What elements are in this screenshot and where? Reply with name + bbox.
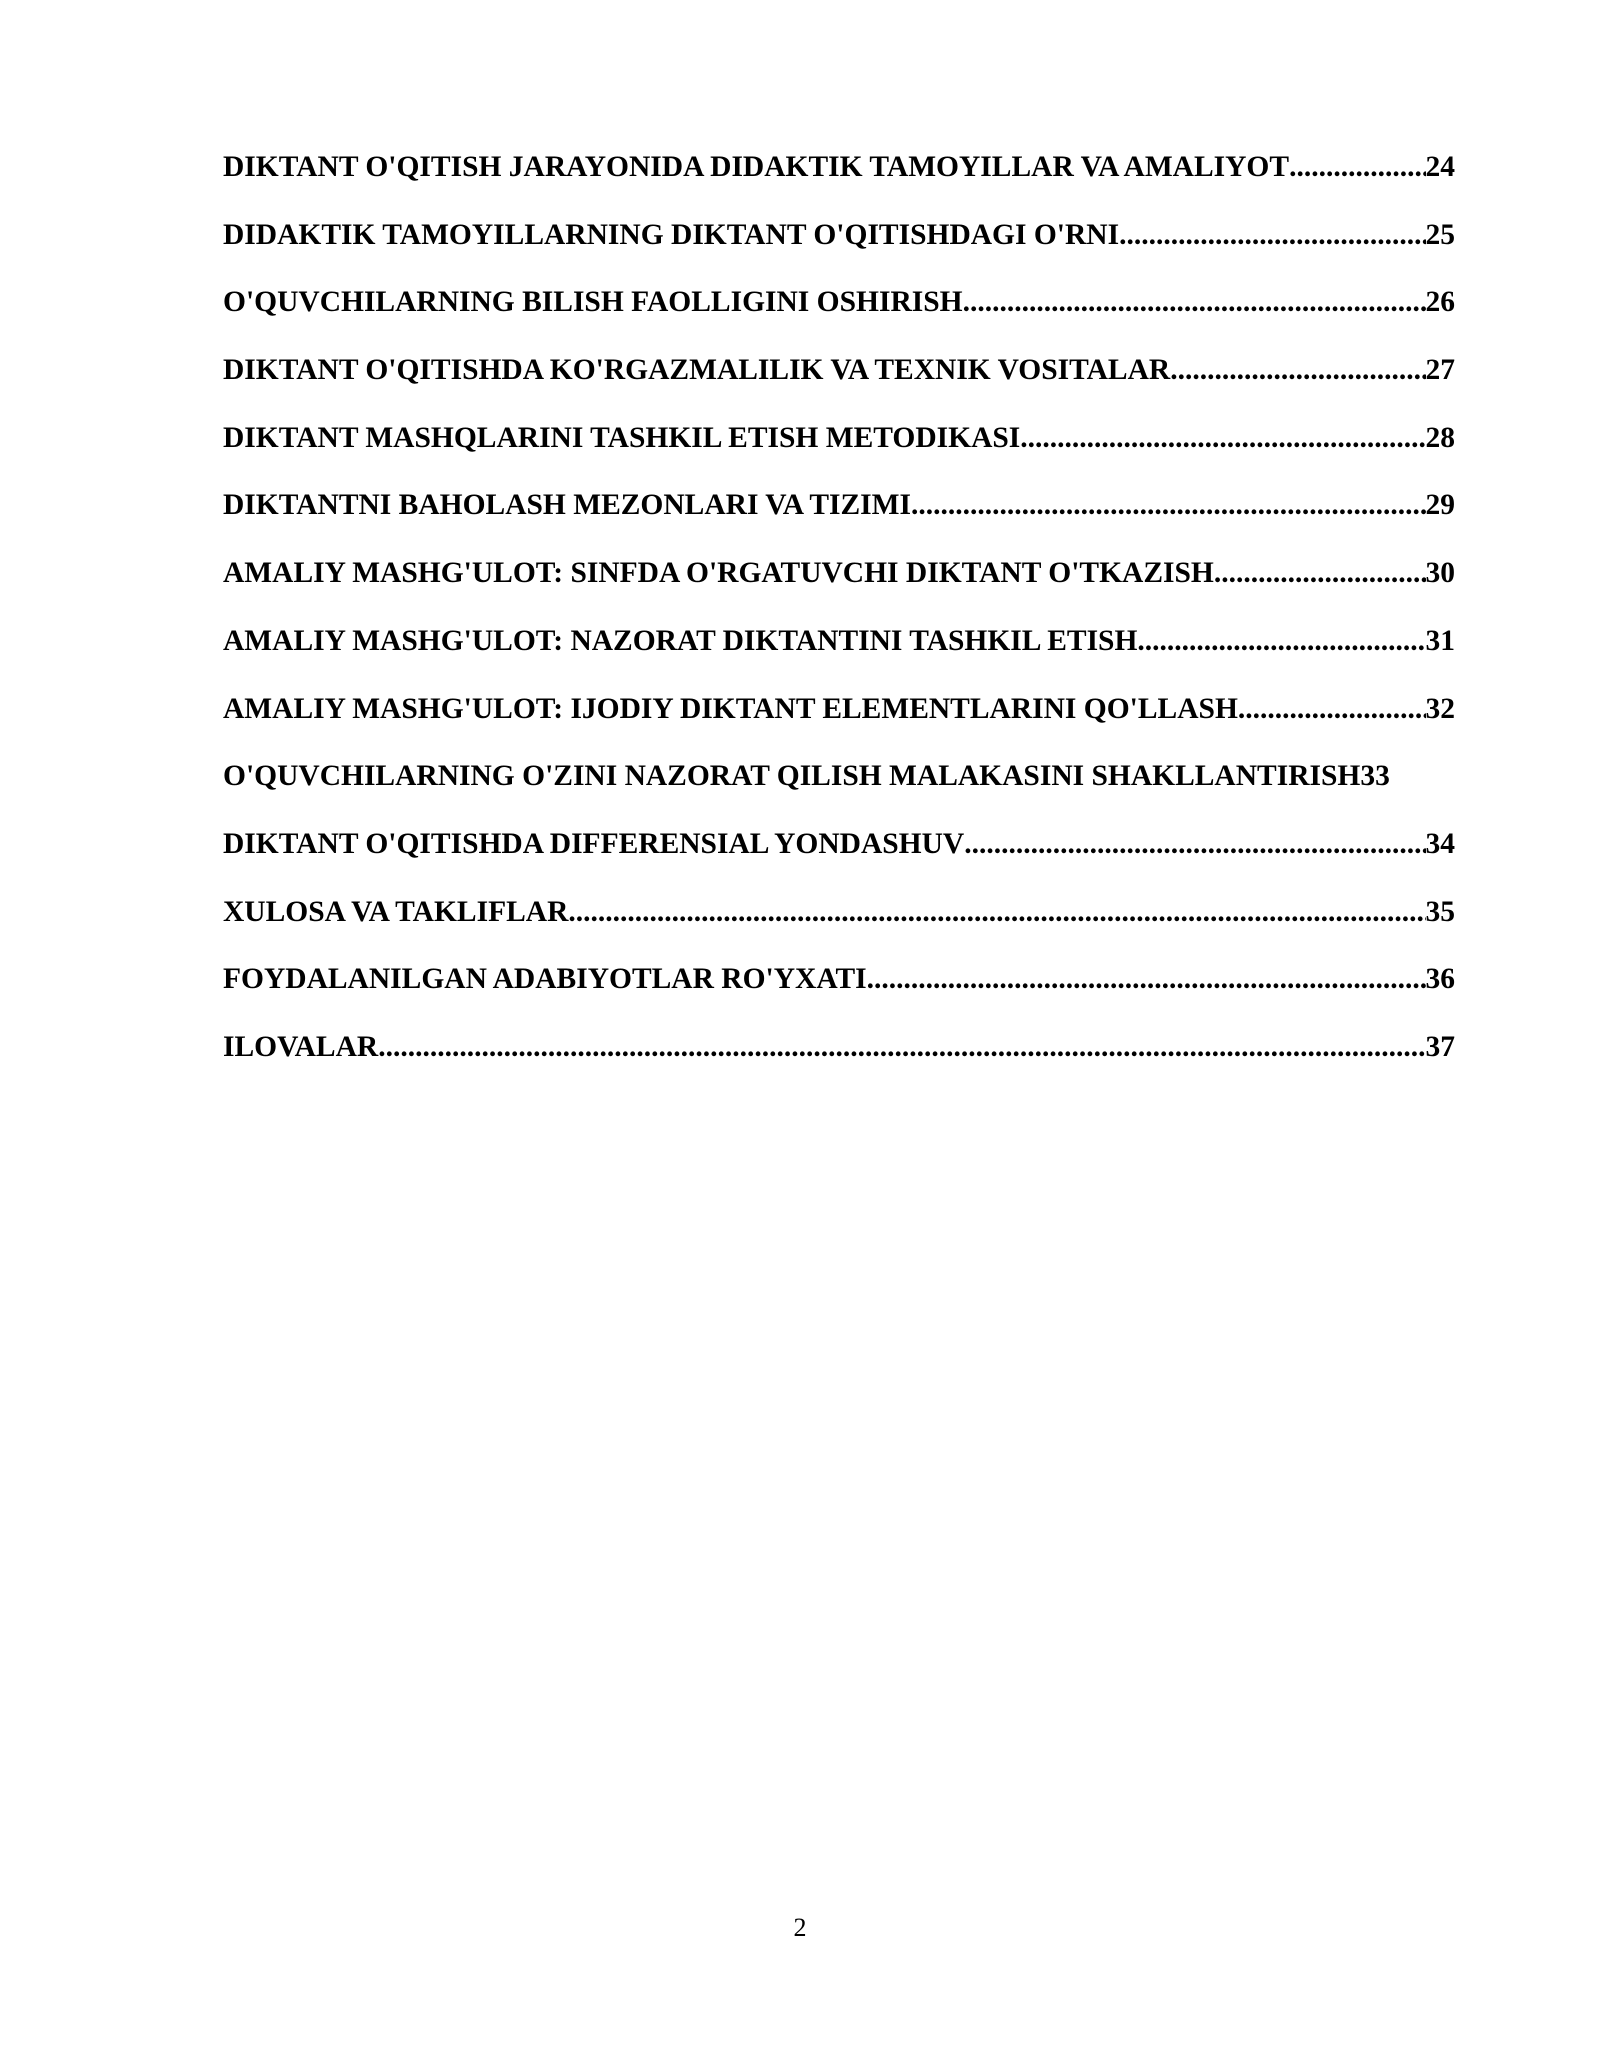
toc-dot-leader — [911, 483, 1426, 527]
toc-entry[interactable] — [223, 890, 1455, 958]
table-of-contents — [223, 145, 1455, 1093]
toc-entry[interactable] — [223, 822, 1455, 890]
toc-entry-title: DIKTANT O'QITISHDA KO'RGAZMALILIK VA TEXNIK VOSITALAR — [223, 354, 1171, 387]
toc-entry-title: AMALIY MASHG'ULOT: SINFDA O'RGATUVCHI DIKTANT O'TKAZISH — [223, 557, 1214, 590]
toc-entry[interactable] — [223, 483, 1455, 551]
toc-entry-page: 32 — [1425, 692, 1455, 725]
toc-dot-leader — [867, 957, 1426, 1001]
toc-entry[interactable] — [223, 213, 1455, 281]
toc-dot-leader — [1238, 687, 1426, 731]
toc-dot-leader — [1289, 145, 1425, 189]
toc-dot-leader — [1137, 619, 1425, 663]
toc-entry-title: AMALIY MASHG'ULOT: NAZORAT DIKTANTINI TASHKIL ETISH — [223, 624, 1138, 657]
toc-entry-page: 24 — [1425, 151, 1455, 183]
toc-entry[interactable] — [223, 280, 1455, 348]
toc-entry-page: 34 — [1425, 827, 1455, 860]
toc-entry[interactable] — [223, 416, 1455, 484]
toc-entry[interactable] — [223, 348, 1455, 416]
toc-entry-page: 35 — [1425, 895, 1455, 928]
toc-entry-title: XULOSA VA TAKLIFLAR — [223, 895, 569, 928]
toc-entry-title: O'QUVCHILARNING O'ZINI NAZORAT QILISH MALAKASINI SHAKLLANTIRISH — [223, 760, 1361, 793]
toc-dot-leader — [963, 280, 1426, 324]
toc-entry-title: O'QUVCHILARNING BILISH FAOLLIGINI OSHIRISH — [223, 286, 963, 319]
toc-dot-leader — [964, 822, 1425, 866]
toc-entry-page: 28 — [1425, 421, 1455, 454]
toc-entry[interactable] — [223, 687, 1455, 755]
toc-entry-title: DIKTANT O'QITISHDA DIFFERENSIAL YONDASHUV — [223, 827, 965, 860]
toc-entry[interactable] — [223, 619, 1455, 687]
toc-entry-page: 37 — [1425, 1030, 1455, 1063]
toc-entry-title: AMALIY MASHG'ULOT: IJODIY DIKTANT ELEMENTLARINI QO'LLASH — [223, 692, 1238, 725]
toc-entry-page: 33 — [1360, 760, 1390, 793]
toc-dot-leader — [378, 1025, 1425, 1069]
toc-entry-title: DIKTANT MASHQLARINI TASHKIL ETISH METODIKASI — [223, 421, 1021, 454]
page-number: 2 — [793, 1913, 807, 1942]
toc-dot-leader — [1119, 213, 1425, 257]
toc-entry[interactable] — [223, 145, 1455, 213]
toc-entry-page: 30 — [1425, 557, 1455, 590]
toc-dot-leader — [1170, 348, 1425, 392]
toc-entry[interactable] — [223, 957, 1455, 1025]
toc-entry-title: DIKTANT O'QITISH JARAYONIDA DIDAKTIK TAMOYILLAR VA AMALIYOT — [223, 151, 1290, 183]
toc-entry-page: 26 — [1425, 286, 1455, 319]
toc-entry[interactable] — [223, 551, 1455, 619]
toc-entry[interactable] — [223, 1025, 1455, 1093]
toc-entry-page: 29 — [1425, 489, 1455, 522]
toc-dot-leader — [1020, 416, 1425, 460]
toc-entry-page: 36 — [1425, 963, 1455, 996]
toc-entry-page: 27 — [1425, 354, 1455, 387]
toc-entry-title: DIKTANTNI BAHOLASH MEZONLARI VA TIZIMI — [223, 489, 911, 522]
toc-entry[interactable] — [223, 754, 1455, 822]
toc-entry-title: FOYDALANILGAN ADABIYOTLAR RO'YXATI — [223, 963, 867, 996]
toc-dot-leader — [568, 890, 1425, 934]
toc-entry-title: ILOVALAR — [223, 1030, 379, 1063]
toc-entry-page: 25 — [1425, 218, 1455, 251]
toc-dot-leader — [1214, 551, 1426, 595]
toc-entry-title: DIDAKTIK TAMOYILLARNING DIKTANT O'QITISHDAGI O'RNI — [223, 218, 1120, 251]
toc-entry-page: 31 — [1425, 624, 1455, 657]
